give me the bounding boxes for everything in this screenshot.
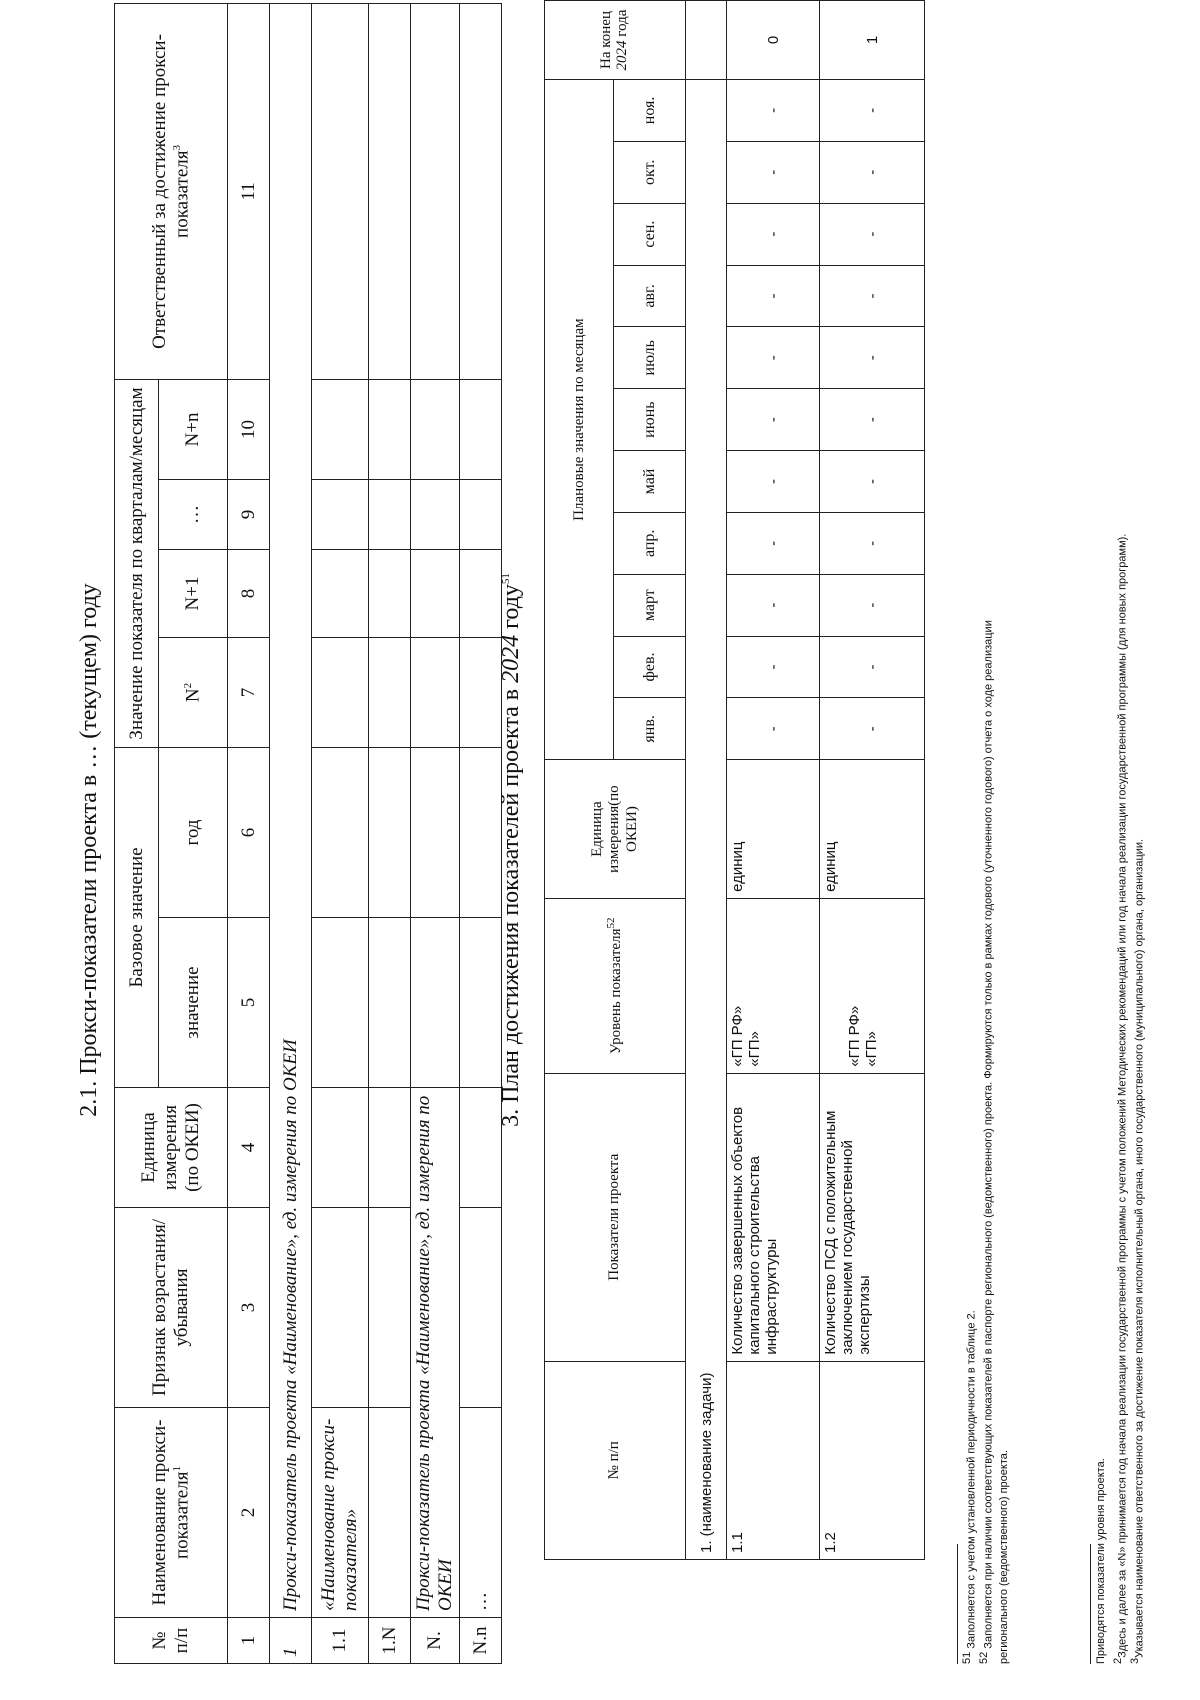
month-header: янв. — [614, 698, 686, 760]
month-value: - — [820, 265, 925, 327]
col-header-base-year: год — [159, 747, 228, 917]
indicator-level: «ГП РФ» «ГП» — [820, 898, 925, 1073]
cell — [411, 918, 460, 1088]
col-number: 6 — [228, 747, 270, 917]
col-number: 7 — [228, 637, 270, 747]
col-header-q-nn: N+n — [159, 379, 228, 479]
proxy-indicators-table — [114, 3, 502, 1664]
cell — [312, 1088, 369, 1208]
cell — [312, 918, 369, 1088]
month-header: июль — [614, 327, 686, 389]
month-value: - — [820, 574, 925, 636]
table-row — [312, 3, 369, 1663]
section-number: 1 — [270, 1618, 312, 1664]
footnote-3: $^3$Указывается наименование ответственного за достижение показателя исполнительный органа, иного государственного (муниципального) органа, организации. — [1129, 838, 1146, 1664]
month-header: авг. — [614, 265, 686, 327]
cell — [460, 747, 502, 917]
cell — [369, 3, 411, 379]
cell — [411, 479, 460, 549]
cell — [312, 747, 369, 917]
col-header-q-n: $N^2$ — [159, 637, 228, 747]
cell — [460, 918, 502, 1088]
column-number-row — [228, 3, 270, 1663]
col-header-unit: Единица измерения(по ОКЕИ) — [545, 760, 686, 899]
cell — [411, 379, 460, 479]
cell — [460, 637, 502, 747]
footnote-52: $^{52}$ Заполняется при наличии соответствующих показателей в паспорте регионального (ведомственного) проекта. Формируются только в рамках годового (уточненного годового) отчета о ходе реализации регионального (ведомственного) проекта. — [978, 620, 1010, 1664]
section-title: Прокси-показатель проекта «Наименование», ед. измерения по ОКЕИ — [411, 1088, 460, 1618]
cell — [312, 1208, 369, 1408]
month-value: - — [820, 203, 925, 265]
table-row — [460, 3, 502, 1663]
col-header-indicators: Показатели проекта — [545, 1073, 686, 1361]
month-value: - — [727, 512, 820, 574]
month-value: - — [727, 636, 820, 698]
cell — [460, 479, 502, 549]
col-header-no: № п/п — [545, 1361, 686, 1559]
footnote-divider — [957, 1544, 958, 1664]
col-header-plan: Плановые значения по месяцам — [545, 79, 614, 759]
month-header: окт. — [614, 141, 686, 203]
month-value: - — [727, 203, 820, 265]
month-header: апр. — [614, 512, 686, 574]
cell — [312, 637, 369, 747]
row-name: «Наименование прокси-показателя» — [312, 1408, 369, 1618]
cell — [460, 549, 502, 637]
col-number: 10 — [228, 379, 270, 479]
task-title: 1. (наименование задачи) — [686, 79, 727, 1559]
month-value: - — [727, 327, 820, 389]
cell — [312, 479, 369, 549]
section-number: N. — [411, 1618, 460, 1664]
col-header-base-value: значение — [159, 918, 228, 1088]
month-value: - — [727, 79, 820, 141]
month-value: - — [727, 574, 820, 636]
col-header-unit: Единица измерения (по ОКЕИ) — [115, 1088, 228, 1208]
month-header: март — [614, 574, 686, 636]
month-value: - — [820, 79, 925, 141]
table-row — [369, 3, 411, 1663]
col-number: 3 — [228, 1208, 270, 1408]
month-value: - — [820, 451, 925, 513]
row-name: … — [460, 1408, 502, 1618]
month-value: - — [820, 141, 925, 203]
end-value: 1 — [820, 1, 925, 80]
month-value: - — [820, 636, 925, 698]
cell — [460, 1088, 502, 1208]
cell — [369, 1088, 411, 1208]
cell — [369, 1408, 411, 1618]
cell — [411, 747, 460, 917]
col-header-name: Наименование прокси-показателя$^1$ — [115, 1408, 228, 1618]
cell — [460, 3, 502, 379]
col-number: 1 — [228, 1618, 270, 1664]
cell — [369, 379, 411, 479]
cell — [312, 549, 369, 637]
month-header: ноя. — [614, 79, 686, 141]
month-header: фев. — [614, 636, 686, 698]
end-value: 0 — [727, 1, 820, 80]
table21-title: 2.1. Прокси-показатели проекта в … (текущем) году — [76, 583, 102, 1117]
col-header-q-n1: N+1 — [159, 549, 228, 637]
col-number: 9 — [228, 479, 270, 549]
month-header: сен. — [614, 203, 686, 265]
cell — [411, 549, 460, 637]
section-row — [270, 3, 312, 1663]
section-title: Прокси-показатель проекта «Наименование», ед. измерения по ОКЕИ — [270, 3, 312, 1617]
table-row — [727, 1, 820, 1560]
month-value: - — [727, 698, 820, 760]
footnote-divider-2 — [1090, 1544, 1091, 1664]
month-value: - — [727, 389, 820, 451]
col-header-level: Уровень показателя$^{52}$ — [545, 898, 686, 1073]
month-value: - — [820, 389, 925, 451]
row-number: N.n — [460, 1618, 502, 1664]
footnote-51: $^{51}$ Заполняется с учетом установленной периодичности в таблице 2. — [961, 1310, 978, 1664]
cell — [369, 637, 411, 747]
cell — [369, 747, 411, 917]
table3-title: 3. План достижения показателей проекта в 2024 году$^{51}$ — [498, 573, 524, 1127]
row-number: 1.1 — [727, 1361, 820, 1559]
month-header: июнь — [614, 389, 686, 451]
task-row — [686, 1, 727, 1560]
col-number: 8 — [228, 549, 270, 637]
indicators-plan-table — [544, 0, 925, 1560]
section-row — [411, 3, 460, 1663]
cell — [369, 479, 411, 549]
col-header-no: № п/п — [115, 1618, 228, 1664]
col-number: 4 — [228, 1088, 270, 1208]
cell — [312, 379, 369, 479]
indicator-level: «ГП РФ» «ГП» — [727, 898, 820, 1073]
col-header-end-of-year: На конец 2024 года — [545, 1, 686, 80]
indicator-name: Количество ПСД с положительным заключением государственной экспертизы — [820, 1073, 925, 1361]
month-value: - — [820, 698, 925, 760]
month-header: май — [614, 451, 686, 513]
table-row — [820, 1, 925, 1560]
col-header-q-dots: … — [159, 479, 228, 549]
cell — [369, 549, 411, 637]
col-header-quarter: Значение показателя по кварталам/месяцам — [115, 379, 159, 747]
footnote-1: Приводятся показатели уровня проекта. — [1095, 1458, 1107, 1664]
footnote-2: $^2$Здесь и далее за «N» принимается год начала реализации государственной программы с учетом положений Методических рекомендаций или год начала реализации государственной программы (для новых программ). — [1112, 533, 1129, 1664]
indicator-unit: единиц — [820, 760, 925, 899]
cell — [369, 1208, 411, 1408]
month-value: - — [727, 451, 820, 513]
col-number: 2 — [228, 1408, 270, 1618]
cell — [460, 379, 502, 479]
cell — [460, 1208, 502, 1408]
row-number: 1.N — [369, 1618, 411, 1664]
row-number: 1.1 — [312, 1618, 369, 1664]
month-value: - — [820, 327, 925, 389]
month-value: - — [727, 141, 820, 203]
indicator-name: Количество завершенных объектов капитального строительства инфраструктуры — [727, 1073, 820, 1361]
cell — [686, 1, 727, 80]
cell — [369, 918, 411, 1088]
col-number: 11 — [228, 3, 270, 379]
cell — [411, 3, 460, 379]
cell — [312, 3, 369, 379]
col-header-responsible: Ответственный за достижение прокси-показателя$^3$ — [115, 3, 228, 379]
row-number: 1.2 — [820, 1361, 925, 1559]
month-value: - — [727, 265, 820, 327]
col-header-base: Базовое значение — [115, 747, 159, 1087]
col-number: 5 — [228, 918, 270, 1088]
month-value: - — [820, 512, 925, 574]
cell — [411, 637, 460, 747]
indicator-unit: единиц — [727, 760, 820, 899]
col-header-trend: Признак возрастания/убывания — [115, 1208, 228, 1408]
